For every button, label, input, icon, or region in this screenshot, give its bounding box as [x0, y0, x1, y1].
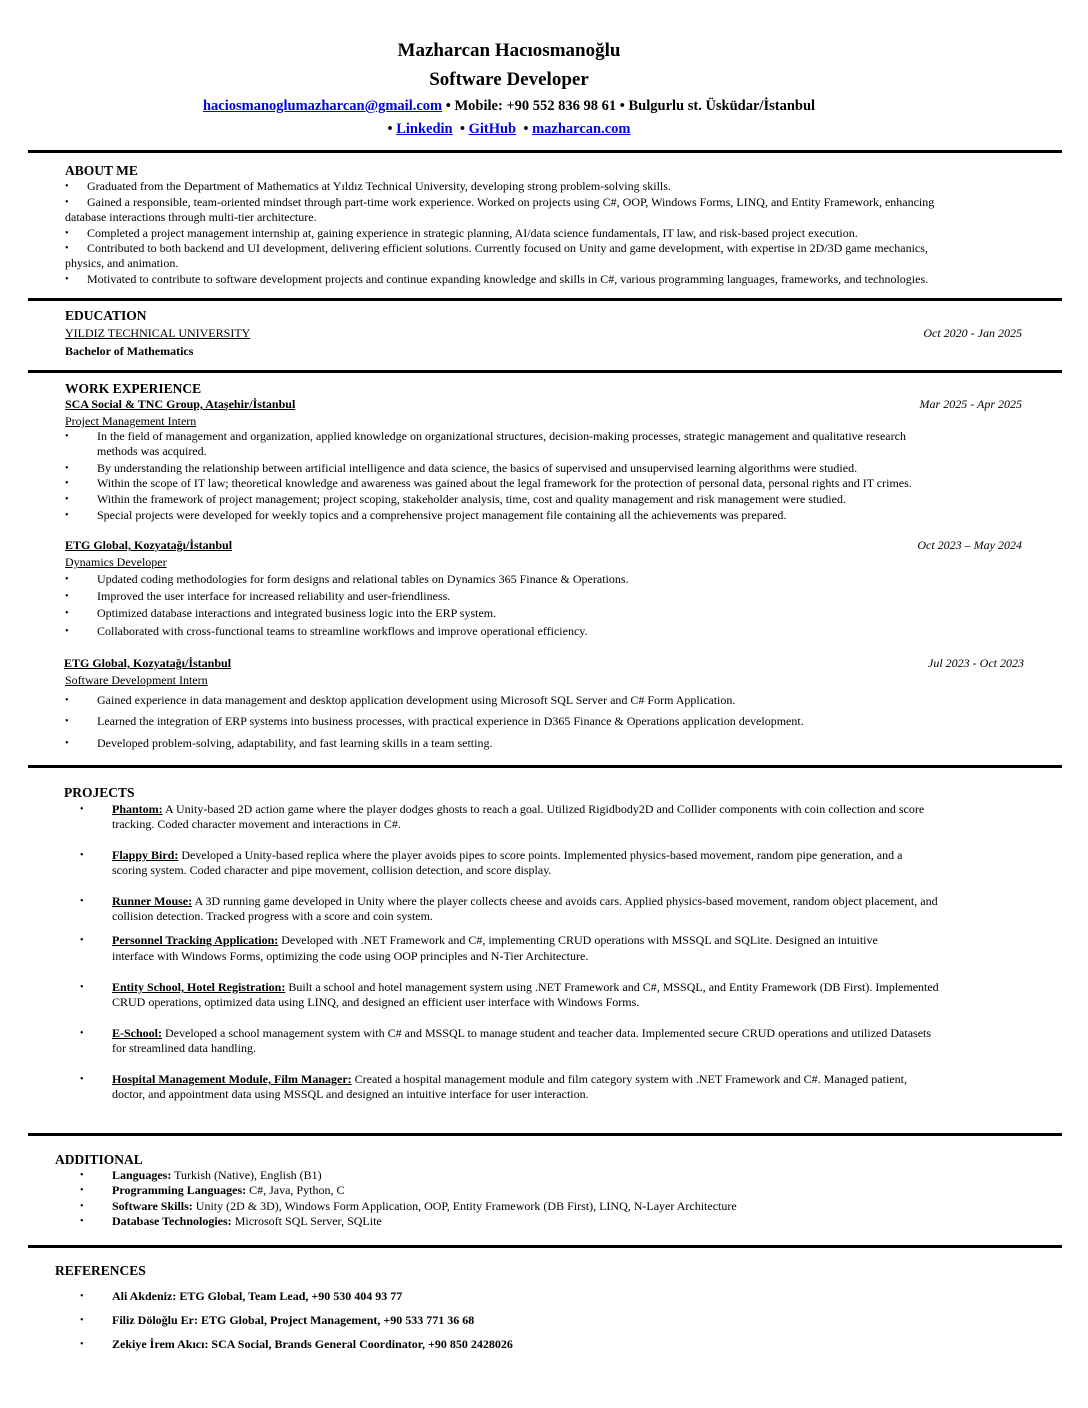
- divider: [28, 1133, 1062, 1136]
- bullet-icon: •: [65, 181, 69, 192]
- project-desc-cont: collision detection. Tracked progress with a score and coin system.: [112, 909, 433, 923]
- about-bullet: Graduated from the Department of Mathematics at Yıldız Technical University, developing strong problem-solving skills.: [87, 179, 671, 193]
- project-item: E-School: Developed a school management system with C# and MSSQL to manage student and teacher data. Implemented secure CRUD operations and utilized Datasets: [112, 1026, 932, 1040]
- resume-name: Mazharcan Hacıosmanoğlu: [397, 40, 621, 61]
- bullet-icon: •: [80, 1028, 84, 1039]
- project-name: Personnel Tracking Application:: [112, 933, 279, 947]
- job-bullet: Gained experience in data management and desktop application development using Microsoft SQL Server and C# Form Application.: [97, 693, 736, 707]
- project-item: Entity School, Hotel Registration: Built a school and hotel management system using .NET Framework and C#, MSSQL, and Entity Framework (DB First). Implemented: [112, 980, 939, 994]
- about-bullet-cont: database interactions through multi-tier architecture.: [65, 210, 317, 224]
- about-bullet-cont: physics, and animation.: [65, 256, 179, 270]
- degree: Bachelor of Mathematics: [65, 344, 194, 358]
- bullet-icon: •: [80, 935, 84, 946]
- job-bullet: By understanding the relationship between artificial intelligence and data science, the basics of supervised and unsupervised learning algorithms were studied.: [97, 461, 858, 475]
- references-heading: REFERENCES: [55, 1263, 146, 1278]
- bullet-icon: •: [80, 1170, 84, 1181]
- contact-line: [0, 98, 1018, 115]
- divider: [28, 298, 1062, 301]
- email-link[interactable]: haciosmanoglumazharcan@gmail.com: [202, 98, 443, 114]
- project-item: Runner Mouse: A 3D running game developed in Unity where the player collects cheese and avoids cars. Applied physics-based movement, random object placement, and: [112, 894, 938, 908]
- resume-title: Software Developer: [429, 69, 589, 90]
- job-bullet-cont: methods was acquired.: [97, 444, 207, 458]
- bullet-icon: •: [65, 494, 69, 505]
- divider: [28, 1245, 1062, 1248]
- links-line: [0, 121, 1018, 138]
- job-company: SCA Social & TNC Group, Ataşehir/İstanbul: [65, 397, 296, 411]
- bullet-icon: •: [65, 738, 69, 749]
- job-role: Software Development Intern: [65, 673, 208, 687]
- bullet-icon: •: [65, 228, 69, 239]
- job-bullet: Within the scope of IT law; theoretical knowledge and awareness was gained about the legal framework for the protection of personal data, personal rights and IT crimes.: [97, 476, 912, 490]
- additional-item: Languages: Turkish (Native), English (B1): [112, 1168, 322, 1182]
- bullet-icon: •: [65, 716, 69, 727]
- project-item: Phantom: A Unity-based 2D action game where the player dodges ghosts to reach a goal. Utilized Rigidbody2D and Collider components with coin collection and score: [112, 802, 925, 816]
- job-company: ETG Global, Kozyatağı/İstanbul: [65, 538, 233, 552]
- job-dates: Mar 2025 - Apr 2025: [919, 397, 1022, 411]
- bullet-icon: •: [65, 608, 69, 619]
- contact-details: • Mobile: +90 552 836 98 61 • Bulgurlu st. Üsküdar/İstanbul: [442, 98, 816, 114]
- bullet-icon: •: [80, 850, 84, 861]
- link-separator: •: [387, 121, 393, 137]
- project-name: Entity School, Hotel Registration:: [112, 980, 286, 994]
- about-bullet: Completed a project management internship at, gaining experience in strategic planning, AI/data science fundamentals, IT law, and risk-based project execution.: [87, 226, 858, 240]
- linkedin-link[interactable]: Linkedin: [396, 121, 453, 137]
- bullet-icon: •: [80, 896, 84, 907]
- project-desc-cont: tracking. Coded character movement and interactions in C#.: [112, 817, 401, 831]
- bullet-icon: •: [65, 591, 69, 602]
- school-name: YILDIZ TECHNICAL UNIVERSITY: [65, 326, 251, 340]
- about-bullet: Gained a responsible, team-oriented mindset through part-time work experience. Worked on projects using C#, OOP, Windows Forms, LINQ, and Entity Framework, enhancing: [87, 195, 935, 209]
- bullet-icon: •: [65, 626, 69, 637]
- about-bullet: Contributed to both backend and UI development, delivering efficient solutions. Currently focused on Unity and game development, with expertise in 2D/3D game mechanics,: [87, 241, 928, 255]
- bullet-icon: •: [80, 1291, 84, 1302]
- project-item: Hospital Management Module, Film Manager: Created a hospital management module and film category system with .NET Framework and C#. Managed patient,: [112, 1072, 907, 1086]
- bullet-icon: •: [80, 1315, 84, 1326]
- job-bullet: Within the framework of project management; project scoping, stakeholder analysis, time, cost and quality management and risk management were studied.: [97, 492, 846, 506]
- bullet-icon: •: [65, 478, 69, 489]
- project-desc-cont: interface with Windows Forms, optimizing the code using OOP principles and N-Tier Architecture.: [112, 949, 589, 963]
- reference-item: Ali Akdeniz: ETG Global, Team Lead, +90 530 404 93 77: [112, 1289, 403, 1303]
- job-role: Project Management Intern: [65, 414, 197, 428]
- github-link[interactable]: GitHub: [468, 121, 517, 137]
- reference-item: Zekiye İrem Akıcı: SCA Social, Brands General Coordinator, +90 850 2428026: [112, 1337, 513, 1351]
- additional-item: Programming Languages: C#, Java, Python, C: [112, 1183, 345, 1197]
- project-desc-cont: for streamlined data handling.: [112, 1041, 256, 1055]
- bullet-icon: •: [65, 243, 69, 254]
- bullet-icon: •: [65, 463, 69, 474]
- job-role: Dynamics Developer: [65, 555, 167, 569]
- bullet-icon: •: [65, 197, 69, 208]
- job-bullet: Learned the integration of ERP systems into business processes, with practical experience in D365 Finance & Operations application development.: [97, 714, 804, 728]
- bullet-icon: •: [80, 1201, 84, 1212]
- job-dates: Oct 2023 – May 2024: [917, 538, 1022, 552]
- bullet-icon: •: [65, 574, 69, 585]
- job-bullet: Improved the user interface for increased reliability and user-friendliness.: [97, 589, 451, 603]
- job-company: ETG Global, Kozyatağı/İstanbul: [64, 656, 232, 670]
- bullet-icon: •: [65, 274, 69, 285]
- link-separator: •: [459, 121, 465, 137]
- projects-heading: PROJECTS: [64, 785, 135, 800]
- job-bullet: Developed problem-solving, adaptability, and fast learning skills in a team setting.: [97, 736, 493, 750]
- additional-item: Database Technologies: Microsoft SQL Server, SQLite: [112, 1214, 382, 1228]
- bullet-icon: •: [65, 695, 69, 706]
- project-name: Flappy Bird:: [112, 848, 179, 862]
- project-name: Runner Mouse:: [112, 894, 193, 908]
- job-bullet: Optimized database interactions and integrated business logic into the ERP system.: [97, 606, 497, 620]
- additional-item: Software Skills: Unity (2D & 3D), Windows Form Application, OOP, Entity Framework (DB First), LINQ, N-Layer Architecture: [112, 1199, 737, 1213]
- bullet-icon: •: [80, 804, 84, 815]
- divider: [28, 150, 1062, 153]
- divider: [28, 370, 1062, 373]
- divider: [28, 765, 1062, 768]
- about-heading: ABOUT ME: [65, 163, 138, 178]
- bullet-icon: •: [80, 1216, 84, 1227]
- project-name: E-School:: [112, 1026, 163, 1040]
- bullet-icon: •: [80, 1074, 84, 1085]
- bullet-icon: •: [80, 1339, 84, 1350]
- job-bullet: Special projects were developed for weekly topics and a comprehensive project management file containing all the achievements was prepared.: [97, 508, 787, 522]
- bullet-icon: •: [65, 431, 69, 442]
- job-bullet: In the field of management and organization, applied knowledge on organizational structures, decision-making processes, strategic management and qualitative research: [97, 429, 906, 443]
- project-desc-cont: CRUD operations, optimized data using LINQ, and designed an efficient user interface with Windows Forms.: [112, 995, 640, 1009]
- project-name: Hospital Management Module, Film Manager:: [112, 1072, 352, 1086]
- project-item: Personnel Tracking Application: Developed with .NET Framework and C#, implementing CRUD operations with MSSQL and SQLite. Designed an intuitive: [112, 933, 878, 947]
- project-item: Flappy Bird: Developed a Unity-based replica where the player avoids pipes to score points. Implemented physics-based movement, random pipe generation, and a: [112, 848, 903, 862]
- link-separator: •: [523, 121, 529, 137]
- job-bullet: Updated coding methodologies for form designs and relational tables on Dynamics 365 Finance & Operations.: [97, 572, 629, 586]
- bullet-icon: •: [65, 510, 69, 521]
- about-bullet: Motivated to contribute to software development projects and continue expanding knowledge and skills in C#, various programming languages, frameworks, and technologies.: [87, 272, 929, 286]
- project-desc-cont: scoring system. Coded character and pipe movement, collision detection, and score display.: [112, 863, 552, 877]
- project-name: Phantom:: [112, 802, 163, 816]
- education-dates: Oct 2020 - Jan 2025: [923, 326, 1022, 340]
- education-heading: EDUCATION: [65, 308, 147, 323]
- work-heading: WORK EXPERIENCE: [65, 381, 202, 396]
- additional-heading: ADDITIONAL: [55, 1152, 143, 1167]
- project-desc-cont: doctor, and appointment data using MSSQL and designed an intuitive interface for user interaction.: [112, 1087, 589, 1101]
- job-bullet: Collaborated with cross-functional teams to streamline workflows and improve operational efficiency.: [97, 624, 588, 638]
- job-dates: Jul 2023 - Oct 2023: [928, 656, 1024, 670]
- reference-item: Filiz Döloğlu Er: ETG Global, Project Management, +90 533 771 36 68: [112, 1313, 475, 1327]
- bullet-icon: •: [80, 982, 84, 993]
- website-link[interactable]: mazharcan.com: [532, 121, 631, 137]
- bullet-icon: •: [80, 1185, 84, 1196]
